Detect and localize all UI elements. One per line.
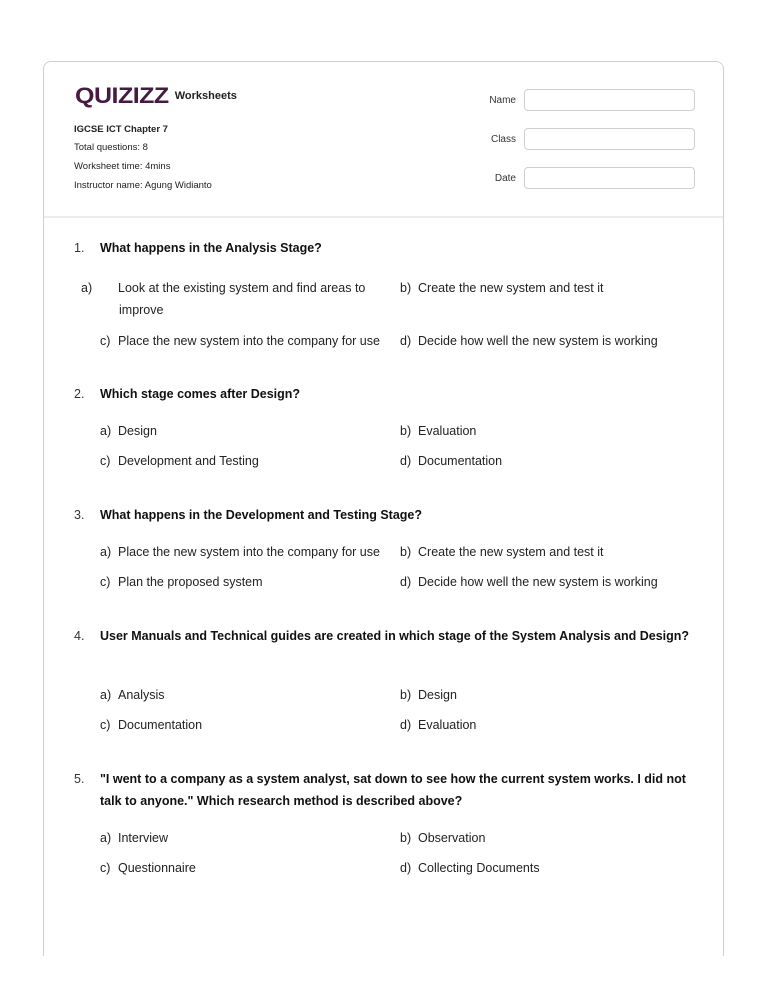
option-a (100, 420, 390, 442)
name-field-row (474, 88, 695, 112)
option-text: Documentation (118, 718, 203, 732)
option-letter: d) (400, 334, 412, 348)
option-a (100, 541, 390, 563)
option-text: Create the new system and test it (418, 545, 604, 559)
name-input[interactable] (524, 89, 695, 111)
option-b (400, 277, 690, 299)
option-text: Place the new system into the company for use (118, 334, 380, 348)
option-letter: a) (81, 281, 93, 295)
option-text: Development and Testing (118, 454, 259, 468)
worksheet-card (43, 61, 724, 956)
worksheet-title: IGCSE ICT Chapter 7 (74, 124, 168, 135)
option-d (400, 714, 690, 736)
question-number: 4. (74, 629, 85, 643)
option-text: Look at the existing system and find areas to improve (118, 281, 366, 317)
option-c (100, 330, 390, 352)
option-a (100, 684, 390, 706)
option-c (100, 857, 390, 879)
option-c (100, 714, 390, 736)
option-text: Observation (418, 831, 486, 845)
worksheet-header (44, 62, 723, 218)
option-letter: a) (100, 688, 112, 702)
total-questions: Total questions: 8 (74, 142, 148, 153)
option-letter: c) (100, 718, 111, 732)
option-text: Questionnaire (118, 861, 196, 875)
question-number: 2. (74, 387, 85, 401)
option-text: Evaluation (418, 718, 477, 732)
class-label: Class (490, 133, 516, 145)
option-b (400, 827, 690, 849)
option-text: Plan the proposed system (118, 575, 263, 589)
date-input[interactable] (524, 167, 695, 189)
name-label: Name (489, 94, 516, 106)
option-text: Documentation (418, 454, 503, 468)
option-letter: c) (100, 861, 111, 875)
instructor-name: Instructor name: Agung Widianto (74, 180, 212, 191)
option-d (400, 857, 690, 879)
question-text: "I went to a company as a system analyst, sat down to see how the current system works. I did not talk to anyone." Which research method is described above? (100, 772, 686, 808)
option-d (400, 330, 690, 352)
option-d (400, 450, 690, 472)
option-b (400, 420, 690, 442)
question-number: 1. (74, 241, 85, 255)
question-text: What happens in the Development and Testing Stage? (100, 508, 423, 522)
brand (75, 84, 237, 108)
option-letter: d) (400, 861, 412, 875)
option-text: Create the new system and test it (418, 281, 604, 295)
option-letter: a) (100, 424, 112, 438)
option-c (100, 571, 390, 593)
option-letter: a) (100, 831, 112, 845)
option-letter: b) (400, 831, 412, 845)
option-a (81, 277, 409, 321)
option-letter: b) (400, 424, 412, 438)
option-text: Collecting Documents (418, 861, 540, 875)
question-number: 5. (74, 772, 85, 786)
option-letter: b) (400, 281, 412, 295)
option-letter: d) (400, 454, 412, 468)
option-d (400, 571, 690, 593)
option-letter: c) (100, 454, 111, 468)
option-letter: d) (400, 718, 412, 732)
option-text: Evaluation (418, 424, 477, 438)
option-text: Place the new system into the company for use (118, 545, 380, 559)
worksheet-meta (74, 124, 212, 199)
option-text: Interview (118, 831, 169, 845)
option-letter: d) (400, 575, 412, 589)
option-text: Analysis (118, 688, 165, 702)
option-letter: c) (100, 575, 111, 589)
option-letter: b) (400, 688, 412, 702)
date-field-row (474, 166, 695, 190)
worksheet-time: Worksheet time: 4mins (74, 161, 171, 172)
option-b (400, 684, 690, 706)
option-text: Design (418, 688, 457, 702)
quizizz-logo: QUIZIZZ (75, 83, 169, 109)
date-label: Date (494, 172, 516, 184)
option-c (100, 450, 390, 472)
student-fields (474, 88, 695, 205)
option-b (400, 541, 690, 563)
question-text: User Manuals and Technical guides are created in which stage of the System Analysis and Design? (100, 629, 690, 643)
question-text: Which stage comes after Design? (100, 387, 301, 401)
class-input[interactable] (524, 128, 695, 150)
class-field-row (474, 127, 695, 151)
option-text: Decide how well the new system is working (418, 334, 658, 348)
option-letter: c) (100, 334, 111, 348)
option-text: Decide how well the new system is working (418, 575, 658, 589)
question-text: What happens in the Analysis Stage? (100, 241, 322, 255)
question-number: 3. (74, 508, 85, 522)
option-text: Design (118, 424, 157, 438)
option-letter: a) (100, 545, 112, 559)
option-a (100, 827, 390, 849)
option-letter: b) (400, 545, 412, 559)
logo-suffix: Worksheets (174, 90, 237, 102)
